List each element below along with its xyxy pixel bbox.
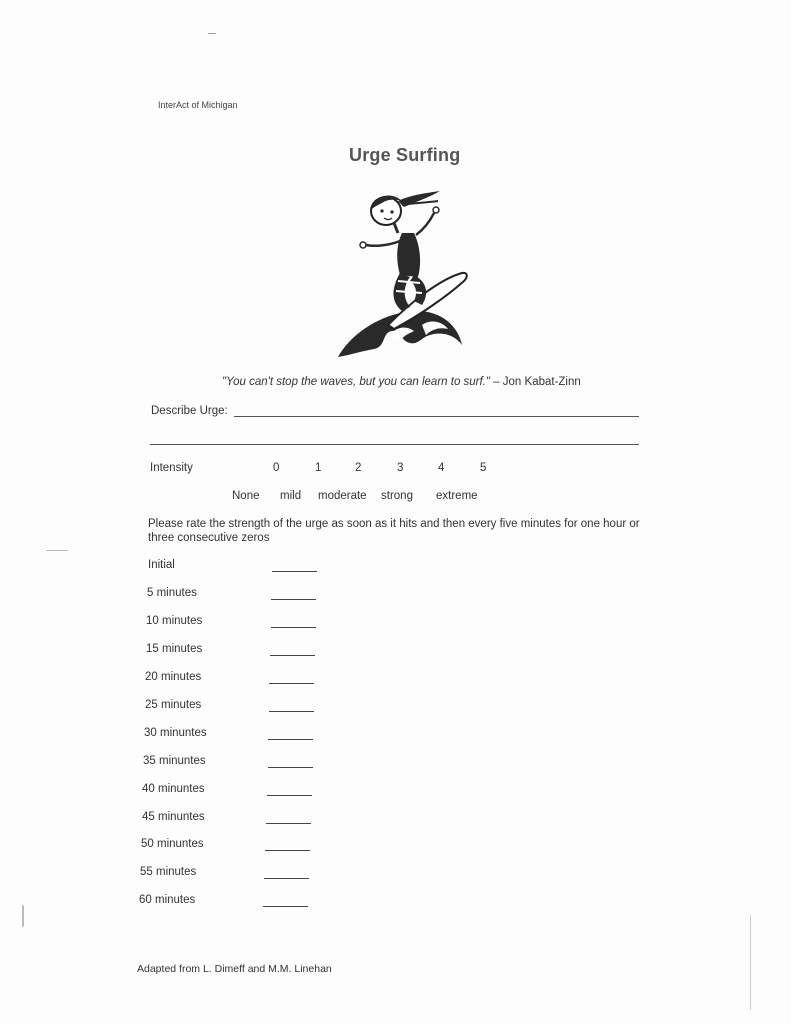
rating-label: 55 minutes — [140, 866, 197, 878]
rating-blank[interactable] — [268, 767, 313, 768]
rating-blank[interactable] — [267, 795, 312, 796]
intensity-word: extreme — [436, 490, 478, 502]
intensity-word: strong — [381, 490, 413, 502]
intensity-word: moderate — [318, 490, 367, 502]
rating-blank[interactable] — [269, 683, 314, 684]
scan-speck — [208, 33, 216, 34]
rating-blank[interactable] — [268, 739, 313, 740]
rating-blank[interactable] — [271, 627, 316, 628]
rating-blank[interactable] — [265, 850, 310, 851]
page-title: Urge Surfing — [349, 145, 461, 165]
rating-label: 40 minuntes — [142, 783, 205, 795]
intensity-number: 0 — [273, 462, 280, 474]
intensity-number: 1 — [315, 462, 322, 474]
rating-label: 20 minutes — [145, 671, 202, 683]
intensity-number: 3 — [397, 462, 404, 474]
intensity-number: 4 — [438, 462, 445, 474]
rating-label: 30 minuntes — [144, 727, 207, 739]
scan-speck — [46, 550, 68, 551]
describe-urge-line-1[interactable] — [234, 416, 639, 417]
rating-blank[interactable] — [263, 906, 308, 907]
rating-blank[interactable] — [266, 823, 311, 824]
scan-speck — [750, 915, 751, 1010]
intensity-number: 5 — [480, 462, 487, 474]
rating-blank[interactable] — [270, 655, 315, 656]
rating-blank[interactable] — [271, 599, 316, 600]
rating-label: 60 minutes — [139, 894, 196, 906]
scan-speck — [22, 905, 24, 927]
rating-label: 45 minuntes — [142, 811, 205, 823]
rating-label: 25 minutes — [145, 699, 202, 711]
surfer-girl-icon — [330, 185, 475, 365]
rating-blank[interactable] — [269, 711, 314, 712]
rating-label: 15 minutes — [146, 643, 203, 655]
rating-blank[interactable] — [272, 571, 317, 572]
rating-blank[interactable] — [264, 878, 309, 879]
rating-label: 5 minutes — [147, 587, 197, 599]
instructions: Please rate the strength of the urge as soon as it hits and then every five minutes for one hour or three consecutive zeros — [148, 518, 640, 544]
rating-label: 10 minutes — [146, 615, 203, 627]
intensity-word: mild — [280, 490, 302, 502]
rating-label: 50 minuntes — [141, 838, 204, 850]
footer-credit: Adapted from L. Dimeff and M.M. Linehan — [137, 963, 332, 975]
quote-author: – Jon Kabat-Zinn — [490, 376, 581, 388]
quote — [222, 376, 581, 388]
org-header: InterAct of Michigan — [158, 100, 238, 110]
intensity-label: Intensity — [150, 462, 193, 474]
describe-urge-label: Describe Urge: — [151, 405, 228, 417]
describe-urge-line-2[interactable] — [150, 444, 639, 445]
intensity-number: 2 — [355, 462, 362, 474]
intensity-word: None — [232, 490, 260, 502]
rating-label: 35 minuntes — [143, 755, 206, 767]
quote-text: "You can't stop the waves, but you can learn to surf." — [222, 376, 490, 388]
rating-label: Initial — [148, 559, 175, 571]
